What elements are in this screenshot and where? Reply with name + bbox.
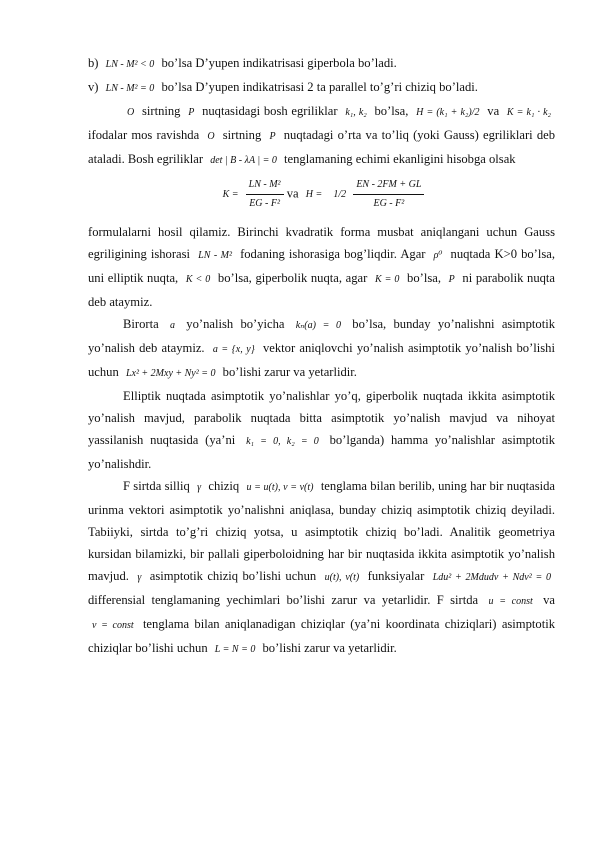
text: bo’lsa, giperbolik nuqta, agar xyxy=(217,271,368,285)
text: bo’lsa, xyxy=(374,104,409,118)
text: bo’lsa, bunday yo’nalishni asimptotik yo’nalish deb ataymiz. xyxy=(88,317,555,355)
fraction-denominator: EG - F² xyxy=(249,198,280,209)
text: bo’lsa, xyxy=(407,271,441,285)
text: va xyxy=(487,104,500,118)
item-b xyxy=(88,52,555,76)
text: bo’lishi zarur va yetarlidir. xyxy=(222,365,357,379)
text: vektor aniqlovchi yo’nalish asimptotik yo’nalish bo’lishi uchun xyxy=(88,341,555,379)
text: Elliptik nuqtada asimptotik yo’nalishlar yo’q, giperbolik nuqtada ikkita asimptotik yo’nalish mavjud, parabolik nuqtada bitta asimptotik yo’nalish mavjud va nihoyat yassilanish nuqtasida (ya’ni xyxy=(88,389,555,447)
formula: P xyxy=(188,107,195,118)
text: fodaning ishorasiga bog’liqdir. Agar xyxy=(240,247,426,261)
text: nuqtasidagi bosh egriliklar xyxy=(202,104,338,118)
text: tenglama bilan aniqlanadigan chiziqlar (ya’ni koordinata chiziqlari) asimptotik chiziqlar bo’lishi uchun xyxy=(88,617,555,655)
text: yo’nalish bo’yicha xyxy=(186,317,285,331)
paragraph-point-directions xyxy=(88,385,555,475)
item-b-label: b) xyxy=(88,56,99,70)
formula: Ldu² + 2Mdudv + Ndv² = 0 xyxy=(432,572,551,583)
formula: Lx² + 2Mxy + Ny² = 0 xyxy=(125,368,216,379)
text: differensial tenglamaning yechimlari bo’lishi zarur va yetarlidir. F sirtda xyxy=(88,593,479,607)
text: tenglama bilan berilib, uning har bir nuqtasida urinma vektori asimptotik yo’nalishni aniqlasa, bunday chiziq asimptotik chiziq deyiladi. Tabiiyki, sirtda to’g’ri chiziq yotsa, u asimptotik chiziq bo’ladi. Analitik geometriya kursidan bilamizki, bir pallali giperboloidning har bir nuqtasida ikkita asimptotik yo’nalish mavjud. xyxy=(88,479,556,583)
formula: γ xyxy=(137,572,142,583)
formula: P xyxy=(448,274,455,285)
text: nuqtada K>0 bo’lsa, uni elliptik nuqta, xyxy=(88,247,556,285)
fraction-numerator: EN - 2FM + GL xyxy=(353,176,424,195)
formula-H-lhs: H = xyxy=(305,189,323,201)
item-v-label: v) xyxy=(88,80,99,94)
text: funksiyalar xyxy=(367,569,425,583)
formula: a = {x, y} xyxy=(212,344,255,355)
item-b-text: bo’lsa D’yupen indikatrisasi giperbola bo’ladi. xyxy=(161,56,397,70)
text: tenglamaning echimi ekanligini hisobga olsak xyxy=(284,152,516,166)
formula-K-lhs: K = xyxy=(222,189,239,201)
text: sirtning xyxy=(222,128,262,142)
paragraph-asymptotic-curve xyxy=(88,475,555,661)
paragraph-curvature-definition xyxy=(88,100,555,172)
formula: k₁, k₂ xyxy=(345,107,367,118)
text: F sirtda silliq xyxy=(123,479,190,493)
text: formulalarni hosil qilamiz. Birinchi kvadratik forma musbat aniqlangani uchun Gauss egriligining ishorasi xyxy=(88,225,555,261)
formula: K = k₁ · k₂ xyxy=(506,107,552,118)
text: bo’lishi zarur va yetarlidir. xyxy=(262,641,397,655)
document-page xyxy=(88,52,555,661)
formula: ρ⁰ xyxy=(433,250,443,261)
text: Birorta xyxy=(123,317,159,331)
formula: K = 0 xyxy=(374,274,400,285)
formula: O xyxy=(127,107,135,118)
fraction-H xyxy=(353,176,424,213)
formula: O xyxy=(207,131,215,142)
formula: u = u(t), v = v(t) xyxy=(246,482,314,493)
text: sirtning xyxy=(141,104,181,118)
formula: k₁ = 0, k₂ = 0 xyxy=(246,436,319,447)
formula: P xyxy=(269,131,276,142)
formula: LN - M² = 0 xyxy=(105,83,155,94)
fraction-K xyxy=(246,176,284,213)
text: bo’lganda) hamma yo’nalishlar asimptotik yo’nalishdir. xyxy=(88,433,555,471)
text: ni parabolik nuqta deb ataymiz. xyxy=(88,271,556,309)
formula: u = const xyxy=(488,596,533,607)
formula: v = const xyxy=(92,620,134,631)
fraction-numerator: LN - M² xyxy=(246,176,284,195)
formula: u(t), v(t) xyxy=(324,572,360,583)
formula: LN - M² xyxy=(198,250,232,261)
connector-va: va xyxy=(286,186,299,201)
formula: a xyxy=(169,320,175,331)
display-formula xyxy=(88,176,555,213)
formula: kₙ(a) = 0 xyxy=(295,320,341,331)
text: nuqtadagi o’rta va to’liq (yoki Gauss) egriliklari deb ataladi. Bosh egriliklar xyxy=(88,128,555,166)
formula: L = N = 0 xyxy=(214,644,256,655)
paragraph-asymptotic-direction xyxy=(88,313,555,385)
text: ifodalar mos ravishda xyxy=(88,128,200,142)
formula: γ xyxy=(197,482,202,493)
formula: LN - M² < 0 xyxy=(105,59,155,70)
formula: K < 0 xyxy=(185,274,211,285)
formula: det | B - λA | = 0 xyxy=(210,155,277,166)
item-v-text: bo’lsa D’yupen indikatrisasi 2 ta parallel to’g’ri chiziq bo’ladi. xyxy=(161,80,478,94)
formula: H = (k₁ + k₂)/2 xyxy=(416,107,480,118)
formula-half: 1/2 xyxy=(333,189,347,201)
text: chiziq xyxy=(208,479,240,493)
text: asimptotik chiziq bo’lishi uchun xyxy=(149,569,317,583)
fraction-denominator: EG - F² xyxy=(373,198,405,209)
item-v xyxy=(88,76,555,100)
paragraph-point-types xyxy=(88,221,555,313)
text: va xyxy=(543,593,556,607)
